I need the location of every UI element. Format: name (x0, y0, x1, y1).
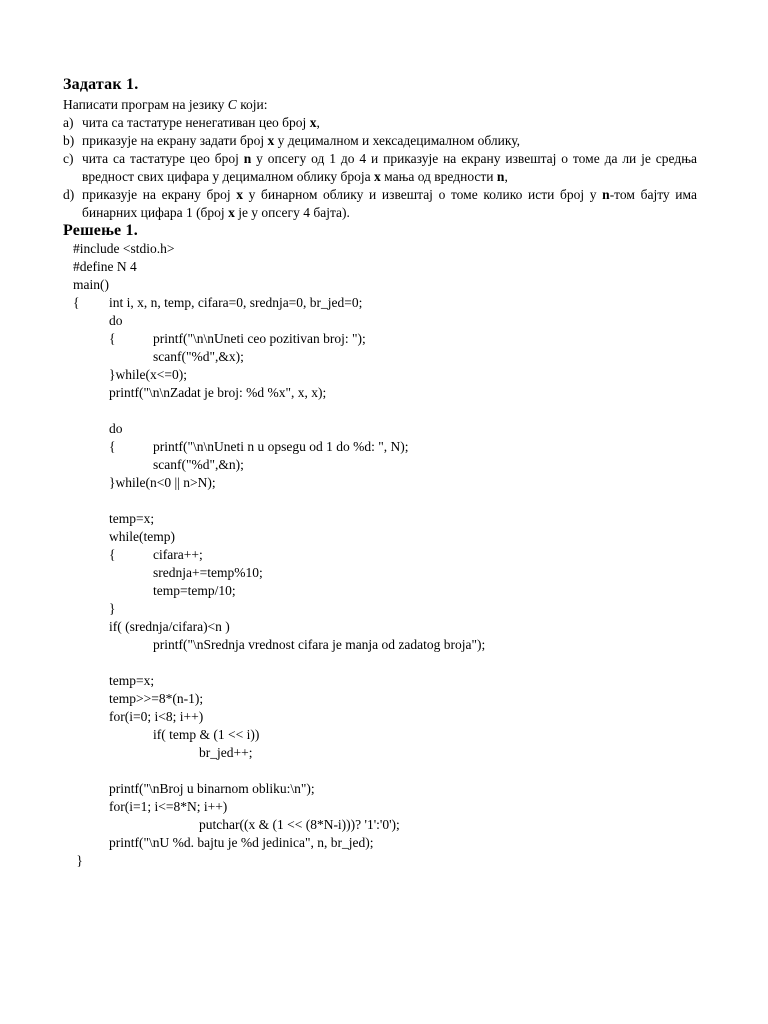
task-intro: Написати програм на језику C који: (63, 97, 268, 112)
task-item-label: d) (63, 187, 75, 202)
task-item-label: c) (63, 151, 74, 166)
task-requirements-list (63, 114, 697, 222)
solution-title: Решење 1. (63, 222, 138, 239)
task-item-label: a) (63, 115, 74, 130)
task-item: d) приказује на екрану број x у бинарном облику и извештај о томе колико исти број у n-том бајту има бинарних цифара 1 (број x је у опсегу 4 бајта). (63, 187, 697, 220)
task-title: Задатак 1. (63, 76, 139, 93)
task-item-label: b) (63, 133, 75, 148)
document-page: Задатак 1. Написати програм на језику C који: a) чита са тастатуре ненегативан цео број x, b) приказује на екрану задати број x у децималном и хексадецималном облику, c) чита са тастатуре цео број n у опсегу од 1 до 4 и приказује на екрану извештај о томе да ли је средња вредност свих цифара у децималном облику броја x мања од вредности n, d) приказује на екрану број x у бинарном облику и извештај о томе колико исти број у n-том бајту има бинарних цифара 1 (број x је у опсегу 4 бајта). Решење 1. #include <stdio.h> #define N 4 main() { int i, x, n, temp, cifara=0, srednja=0, br_jed=0; do { printf("\n\nUneti ceo pozitivan broj: "); scanf("%d",&x); }while(x<=0); printf("\n\nZadat je broj: %d %x", x, x); do { printf("\n\nUneti n u opsegu od 1 do %d: ", N); scanf("%d",&n); }while(n<0 || n>N); temp=x; while(temp) { cifara++; srednja+=temp%10; temp=temp/10; } if( (srednja/cifara)<n ) printf("\nSrednja vrednost cifara je manja od zadatog broja"); temp=x; temp>>=8*(n-1); for(i=0; i<8; i++) if( temp & (1 << i)) br_jed++; printf("\nBroj u binarnom obliku:\n"); for(i=1; i<=8*N; i++) putchar((x & (1 << (8*N-i)))? '1':'0'); printf("\nU %d. bajtu je %d jedinica", n, br_jed); } (63, 76, 697, 868)
task-item: a) чита са тастатуре ненегативан цео број x, (63, 115, 320, 130)
task-item: b) приказује на екрану задати број x у децималном и хексадецималном облику, (63, 133, 521, 148)
task-item: c) чита са тастатуре цео број n у опсегу од 1 до 4 и приказује на екрану извештај о томе да ли је средња вредност свих цифара у децималном облику броја x мања од вредности n, (63, 151, 697, 184)
